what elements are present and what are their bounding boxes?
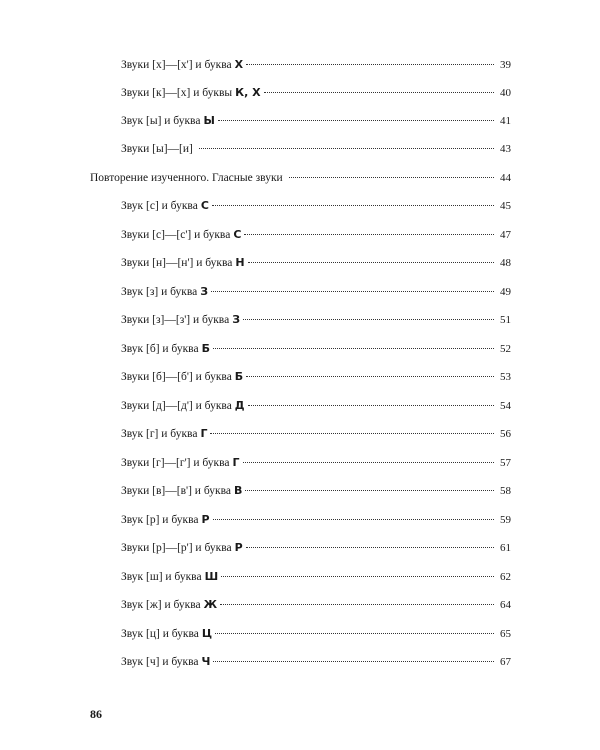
toc-entry-title: Звуки [к]—[х] и буквы: [121, 87, 233, 99]
toc-entry-title: Звуки [р]—[р'] и буква: [121, 542, 232, 554]
toc-entry-page: 64: [500, 599, 511, 611]
toc-entry-page: 51: [500, 314, 511, 326]
dot-leader: [218, 120, 494, 121]
toc-entry-page: 44: [500, 172, 511, 184]
dot-leader: [243, 319, 494, 320]
dot-leader: [213, 661, 494, 662]
dot-leader: [213, 348, 494, 349]
page-number: 86: [90, 707, 102, 721]
dot-leader: [215, 633, 494, 634]
toc-entry-title: Звуки [в]—[в'] и буква: [121, 485, 231, 497]
dot-leader: [264, 92, 494, 93]
toc-entry-title: Звук [ц] и буква: [121, 628, 199, 640]
toc-entry-page: 49: [500, 286, 511, 298]
toc-entry-title: Звуки [г]—[г'] и буква: [121, 457, 230, 469]
toc-entry: [121, 58, 511, 72]
toc-entry-title: Звуки [х]—[х'] и буква: [121, 59, 232, 71]
toc-entry: [121, 484, 511, 498]
toc-entry-letter: Б: [201, 342, 210, 355]
toc-entry-letter: Х: [234, 58, 244, 71]
toc-entry: [121, 598, 511, 612]
toc-entry-letter: К, Х: [235, 86, 261, 99]
toc-entry: [121, 427, 511, 441]
toc-section-entry: [90, 171, 511, 185]
toc-entry-page: 45: [500, 200, 511, 212]
toc-entry-page: 62: [500, 571, 511, 583]
toc-entry-title: Звук [ы] и буква: [121, 115, 201, 127]
toc-entry-title: Звуки [ы]—[и]: [121, 143, 193, 155]
toc-entry-letter: Н: [235, 256, 245, 269]
toc-entry: [121, 342, 511, 356]
toc-entry-letter: Ч: [201, 655, 211, 668]
toc-entry-page: 39: [500, 59, 511, 71]
toc-entry: [121, 513, 511, 527]
toc-entry: [121, 142, 511, 156]
dot-leader: [248, 405, 494, 406]
dot-leader: [212, 205, 494, 206]
dot-leader: [243, 462, 494, 463]
toc-entry-letter: Ц: [201, 627, 213, 640]
toc-entry-title: Звук [ж] и буква: [121, 599, 201, 611]
dot-leader: [213, 519, 494, 520]
toc-entry-title: Повторение изученного. Гласные звуки: [90, 172, 283, 184]
toc-entry-page: 52: [500, 343, 511, 355]
toc-entry-page: 41: [500, 115, 511, 127]
toc-entry: [121, 86, 511, 100]
dot-leader: [211, 291, 494, 292]
dot-leader: [220, 604, 494, 605]
toc-entry-page: 54: [500, 400, 511, 412]
toc-entry-title: Звук [г] и буква: [121, 428, 198, 440]
toc-entry-page: 61: [500, 542, 511, 554]
toc-entry-letter: Б: [234, 370, 244, 383]
toc-entry-page: 43: [500, 143, 511, 155]
toc-entry-letter: Р: [201, 513, 210, 526]
toc-entry-title: Звук [ч] и буква: [121, 656, 199, 668]
toc-entry-letter: З: [200, 285, 209, 298]
toc-entry: [121, 456, 511, 470]
dot-leader: [221, 576, 494, 577]
toc-entry-page: 47: [500, 229, 511, 241]
toc-entry-title: Звуки [с]—[с'] и буква: [121, 229, 231, 241]
toc-entry-letter: Ш: [204, 570, 219, 583]
toc-entry-letter: Г: [200, 427, 208, 440]
toc-entry-letter: З: [232, 313, 241, 326]
toc-entry-letter: Д: [234, 399, 245, 412]
toc-entry-page: 59: [500, 514, 511, 526]
toc-entry-page: 65: [500, 628, 511, 640]
toc-entry: [121, 313, 511, 327]
toc-entry: [121, 285, 511, 299]
dot-leader: [199, 148, 494, 149]
toc-entry: [121, 199, 511, 213]
toc-entry: [121, 114, 511, 128]
toc-entry: [121, 370, 511, 384]
toc-entry-letter: В: [233, 484, 243, 497]
toc-entry: [121, 541, 511, 555]
toc-entry-title: Звук [р] и буква: [121, 514, 199, 526]
dot-leader: [289, 177, 494, 178]
toc-entry: [121, 655, 511, 669]
toc-entry-title: Звуки [з]—[з'] и буква: [121, 314, 230, 326]
toc-entry-page: 53: [500, 371, 511, 383]
toc-entry-title: Звук [б] и буква: [121, 343, 199, 355]
toc-entry-letter: Ж: [203, 598, 218, 611]
toc-entry-title: Звук [з] и буква: [121, 286, 198, 298]
toc-entry-page: 58: [500, 485, 511, 497]
toc-entry-title: Звук [с] и буква: [121, 200, 198, 212]
dot-leader: [246, 547, 494, 548]
toc-entry-page: 40: [500, 87, 511, 99]
toc-entry-title: Звуки [н]—[н'] и буква: [121, 257, 233, 269]
toc-entry: [121, 399, 511, 413]
dot-leader: [244, 234, 494, 235]
toc-entry-title: Звуки [д]—[д'] и буква: [121, 400, 232, 412]
dot-leader: [246, 64, 494, 65]
toc-entry: [121, 570, 511, 584]
dot-leader: [246, 376, 494, 377]
toc-entry-page: 57: [500, 457, 511, 469]
toc-entry-letter: Ы: [203, 114, 215, 127]
toc-entry-letter: С: [200, 199, 209, 212]
toc-entry-page: 48: [500, 257, 511, 269]
toc-entry-page: 67: [500, 656, 511, 668]
toc-entry: [121, 256, 511, 270]
dot-leader: [248, 262, 494, 263]
toc-entry-letter: С: [233, 228, 242, 241]
toc-entry-title: Звук [ш] и буква: [121, 571, 202, 583]
toc-entry-page: 56: [500, 428, 511, 440]
toc-entry: [121, 228, 511, 242]
toc-entry-title: Звуки [б]—[б'] и буква: [121, 371, 232, 383]
dot-leader: [210, 433, 494, 434]
dot-leader: [245, 490, 494, 491]
toc-entry-letter: Г: [232, 456, 240, 469]
toc-entry-letter: Р: [234, 541, 243, 554]
toc-entry: [121, 627, 511, 641]
